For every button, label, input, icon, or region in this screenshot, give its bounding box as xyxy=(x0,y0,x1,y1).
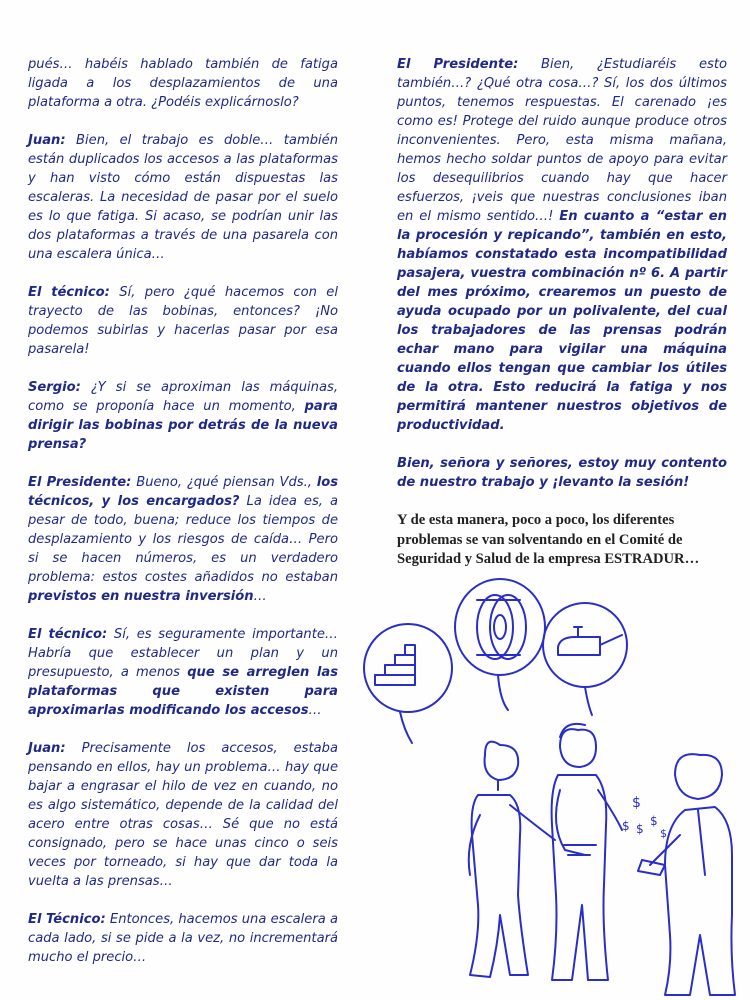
speaker-name: El Técnico: xyxy=(28,912,106,927)
right-column xyxy=(397,55,727,584)
speaker-name: Juan: xyxy=(28,133,66,148)
dialogue-text: Bueno, ¿qué piensan Vds., xyxy=(131,475,317,490)
speaker-name: El técnico: xyxy=(28,627,108,642)
person-left-figure xyxy=(469,742,555,977)
dialogue-text: Entonces, hacemos una escalera a cada lado, si se pide a la vez, no incrementará mucho el precio… xyxy=(28,912,338,965)
dollar-symbol: $ xyxy=(650,814,658,828)
dialogue-text: ¿Y si se aproximan las máquinas, como se proponía hace un momento, xyxy=(28,380,338,414)
dialogue-paragraph xyxy=(397,454,727,492)
emphasized-text: para dirigir las bobinas por detrás de la nueva prensa? xyxy=(28,399,338,452)
meeting-cartoon xyxy=(360,575,750,1000)
emphasized-text: Bien, señora y señores, estoy muy contento de nuestro trabajo y ¡levanto la sesión! xyxy=(397,456,727,490)
dialogue-paragraph xyxy=(28,55,338,112)
emphasized-text: previstos en nuestra inversión xyxy=(28,589,254,604)
oil-can-thought-bubble xyxy=(543,603,627,715)
dialogue-paragraph xyxy=(28,473,338,606)
dialogue-text: Sí, es seguramente importante… Habría que establecer un plan y un presupuesto, a menos xyxy=(28,627,339,680)
oil-can-icon xyxy=(558,637,600,655)
dialogue-paragraph xyxy=(28,283,338,359)
dialogue-text: … xyxy=(308,703,322,718)
speaker-name: Juan: xyxy=(28,741,66,756)
emphasized-text: En cuanto a “estar en la procesión y repicando”, también en esto, habíamos constatado esta incompatibilidad pasajera, vuestra combinación nº 6. A partir del mes próximo, crearemos un puesto de ayuda ocupado por un polivalente, del cual los trabajadores de las prensas podrán echar mano para vigilar una máquina cuando ellos tengan que cambiar los útiles de la otra. Esto reducirá la fatiga y nos permitirá mantener nuestros objetivos de productividad. xyxy=(397,209,727,433)
dialogue-text: Precisamente los accesos, estaba pensando en ellos, hay un problema… hay que bajar a engrasar el hilo de vez en cuando, no es algo sistemático, depende de la calidad del acero entre otras cosas… Sé que no está consignado, pero se hace unas cinco o seis veces por torneado, si hay que dar toda la vuelta a las prensas… xyxy=(28,741,338,889)
dialogue-paragraph xyxy=(397,55,727,435)
dialogue-text: Bien, el trabajo es doble… también están duplicados los accesos a las plataformas y han visto cómo están dispuestas las escaleras. La necesidad de pasar por el suelo es lo que fatiga. Si acaso, se podrían unir las dos plataformas a través de una pasarela con una escalera única… xyxy=(28,133,338,262)
dialogue-text: Sí, pero ¿qué hacemos con el trayecto de las bobinas, entonces? ¡No podemos subirlas y hacerlas pasar por esa pasarela! xyxy=(28,285,338,357)
speaker-name: Sergio: xyxy=(28,380,81,395)
dollar-symbol: $ xyxy=(636,822,644,836)
person-right-figure xyxy=(638,754,735,995)
speaker-name: El Presidente: xyxy=(28,475,132,490)
dialogue-text: pués… habéis hablado también de fatiga ligada a los desplazamientos de una plataforma a otra. ¿Podéis explicárnoslo? xyxy=(28,57,338,110)
narration-text: Y de esta manera, poco a poco, los diferentes problemas se van solventando en el Comité de Seguridad y Salud de la empresa ESTRADUR… xyxy=(397,512,700,567)
stairs-thought-bubble xyxy=(364,624,452,743)
dialogue-paragraph xyxy=(28,131,338,264)
emphasized-text: que se arreglen las plataformas que existen para aproximarlas modificando los accesos xyxy=(28,665,338,718)
emphasized-text: los técnicos, y los encargados? xyxy=(28,475,338,509)
right-dialogue xyxy=(397,55,727,492)
money-stack-icon xyxy=(638,860,665,875)
dialogue-text: Bien, ¿Estudiaréis esto también…? ¿Qué otra cosa…? Sí, los dos últimos puntos, tenemos respuestas. El carenado ¡es como es! Protege del ruido aunque produce otros inconvenientes. Pero, esta misma mañana, hemos hecho soldar puntos de apoyo para evitar los desequilibrios cuando hay que hacer esfuerzos, ¡veis que nuestras conclusiones iban en el mismo sentido…! xyxy=(397,57,727,224)
dialogue-paragraph xyxy=(28,378,338,454)
speaker-name: El técnico: xyxy=(28,285,110,300)
dollar-symbol: $ xyxy=(632,795,641,811)
dollar-symbol: $ xyxy=(660,827,667,840)
dialogue-paragraph xyxy=(28,910,338,967)
dialogue-paragraph xyxy=(28,739,338,891)
coil-thought-bubble xyxy=(455,579,545,710)
person-center-figure xyxy=(552,724,622,980)
dollar-symbol: $ xyxy=(622,819,630,833)
dialogue-text: … xyxy=(253,589,267,604)
dialogue-paragraph xyxy=(28,625,338,720)
speaker-name: El Presidente: xyxy=(397,57,519,72)
left-column xyxy=(28,55,338,986)
dialogue-text: La idea es, a pesar de todo, buena; reduce los tiempos de desplazamiento y los riesgos de caída… Pero si se hacen números, es un verdadero problema: estos costes añadidos no estaban xyxy=(28,494,338,585)
